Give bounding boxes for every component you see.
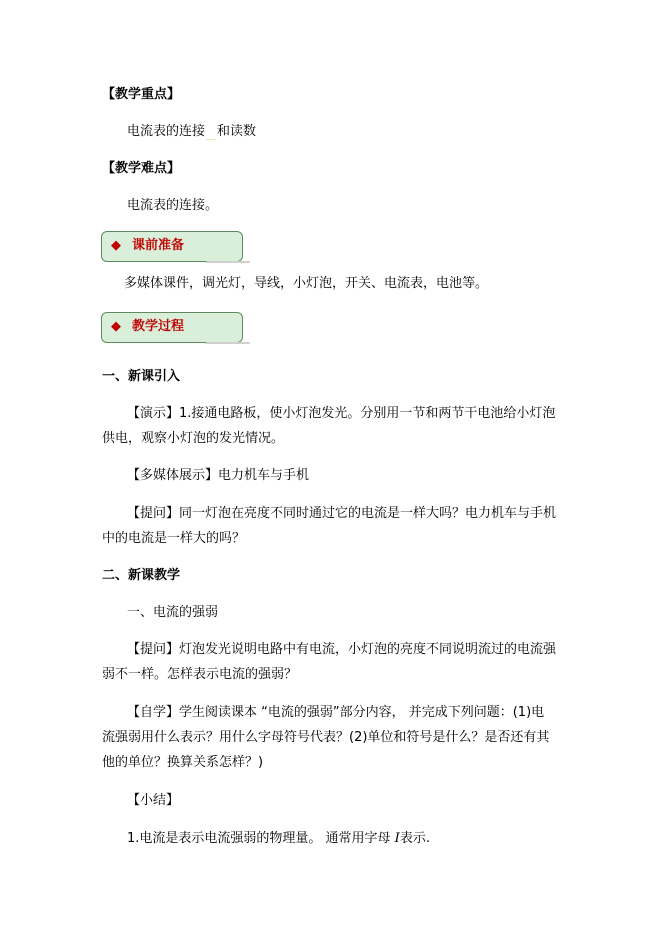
process-box-shadow — [205, 342, 251, 344]
ask1-line-2: 中的电流是一样大的吗？ — [102, 531, 246, 546]
summary-text-b: 表示. — [399, 831, 430, 846]
self-study-line-3: 他的单位？换算关系怎样？) — [102, 755, 264, 770]
ask2-line-2: 弱不一样。怎样表示电流的强弱？ — [102, 667, 298, 682]
media-line: 【多媒体展示】电力机车与手机 — [127, 468, 310, 483]
sub1-heading: 一、电流的强弱 — [127, 605, 219, 620]
key-point-text-b: 和读数 — [217, 124, 257, 139]
difficulty-text: 电流表的连接。 — [127, 198, 219, 213]
diamond-icon: ◆ — [111, 238, 121, 253]
ask2-line-1: 【提问】灯泡发光说明电路中有电流，小灯泡的亮度不同说明流过的电流强 — [127, 642, 557, 657]
summary-heading: 【小结】 — [127, 793, 180, 808]
prep-text: 多媒体课件，调光灯，导线，小灯泡，开关、电流表，电池等。 — [124, 276, 489, 291]
diamond-icon: ◆ — [111, 319, 121, 334]
demo-line-2: 供电，观察小灯泡的发光情况。 — [102, 431, 285, 446]
key-point-text-a: 电流表的连接 — [127, 124, 206, 139]
key-point-heading: 【教学重点】 — [102, 87, 181, 102]
demo-line-1: 【演示】1.接通电路板，使小灯泡发光。分别用一节和两节干电池给小灯泡 — [127, 406, 556, 421]
summary-text-a: 1.电流是表示电流强弱的物理量。 通常用字母 — [127, 831, 395, 846]
summary-line-1 — [127, 831, 430, 847]
prep-section-box — [101, 231, 243, 262]
key-point-text — [127, 124, 256, 140]
prep-section-label: 课前准备 — [132, 238, 185, 253]
difficulty-heading: 【教学难点】 — [102, 161, 181, 176]
part2-heading: 二、新课教学 — [102, 568, 181, 583]
part1-heading: 一、新课引入 — [102, 369, 181, 384]
ask1-line-1: 【提问】同一灯泡在亮度不同时通过它的电流是一样大吗？电力机车与手机 — [127, 506, 557, 521]
self-study-line-1: 【自学】学生阅读课本 “电流的强弱”部分内容， 并完成下列问题：(1)电 — [127, 705, 545, 720]
cursor-mark — [206, 139, 216, 140]
self-study-line-2: 流强弱用什么表示？用什么字母符号代表？(2)单位和符号是什么？是否还有其 — [102, 730, 550, 745]
process-section-box — [101, 312, 243, 343]
prep-box-shadow — [205, 261, 251, 263]
current-symbol: I — [394, 831, 400, 846]
process-section-label: 教学过程 — [132, 319, 185, 334]
